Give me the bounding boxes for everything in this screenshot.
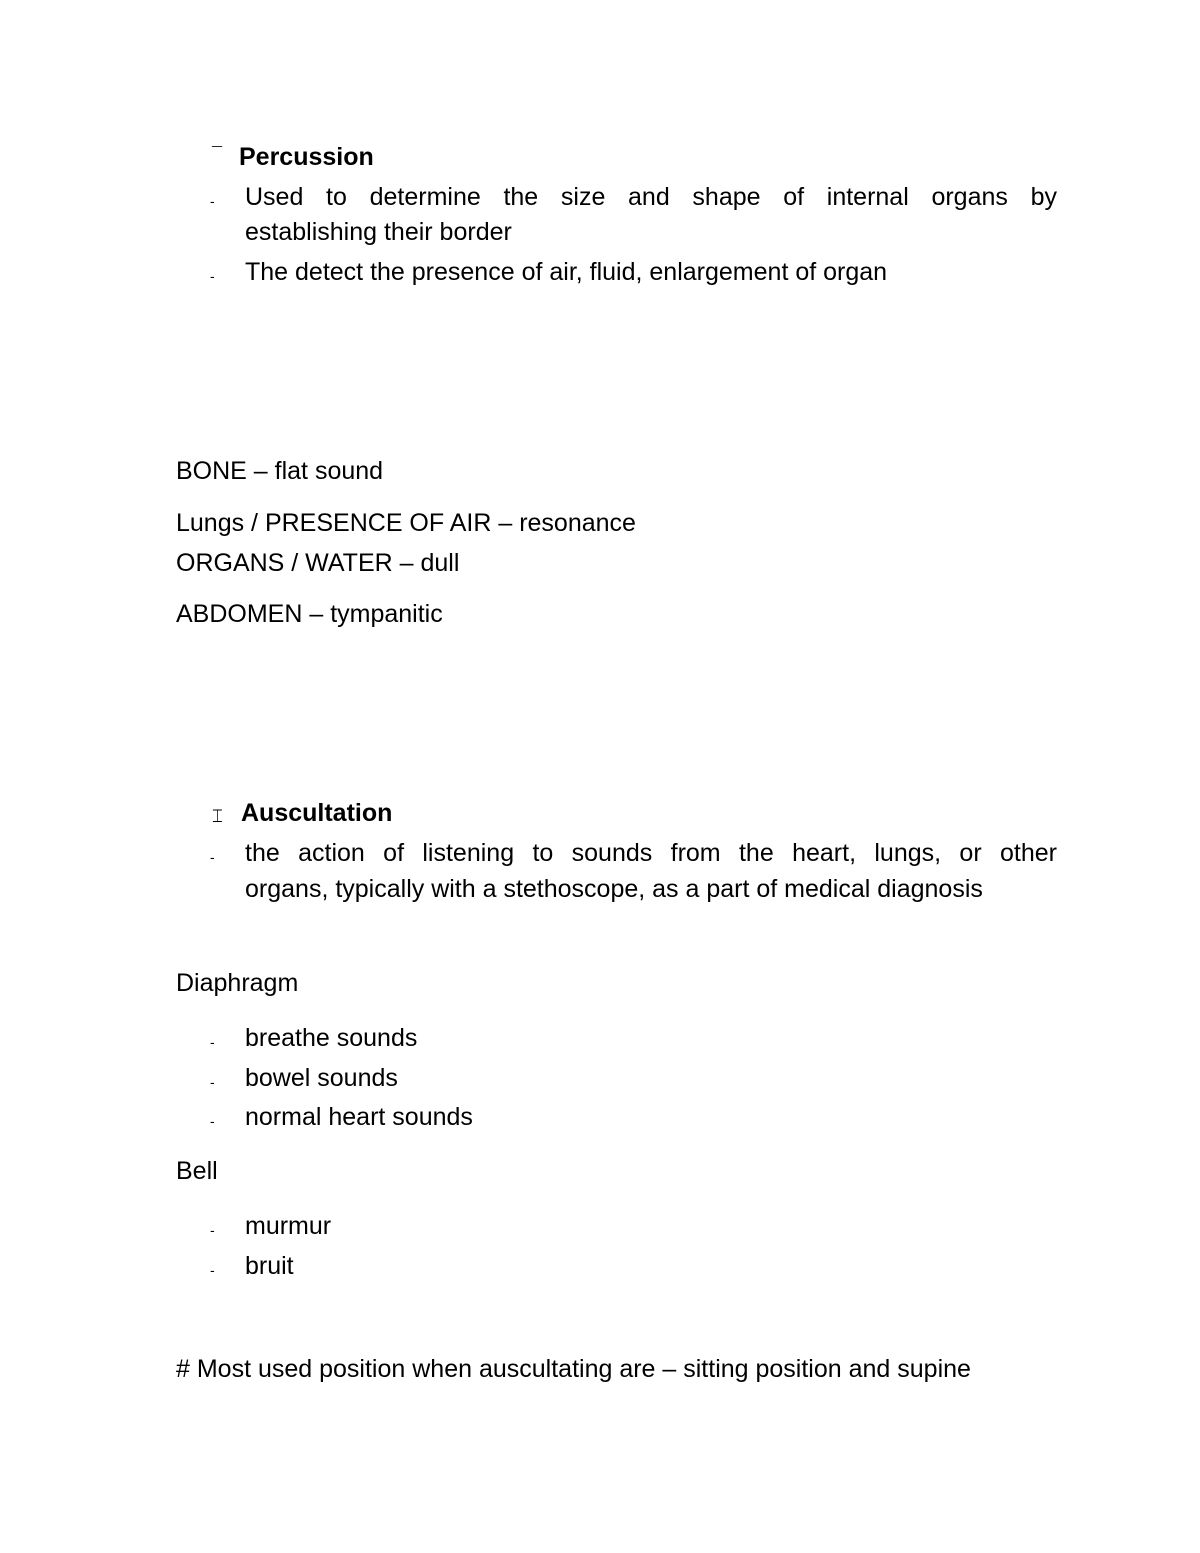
- auscultation-bullet-1-line-2: organs, typically with a stethoscope, as a part of medical diagnosis: [245, 875, 983, 903]
- bullet-dash: -: [210, 1034, 215, 1050]
- diaphragm-label: Diaphragm: [176, 969, 299, 997]
- bell-label: Bell: [176, 1157, 218, 1185]
- bullet-dash: -: [210, 193, 215, 209]
- bullet-dash: -: [210, 1262, 215, 1278]
- percussion-bullet-1-line-2: establishing their border: [245, 218, 512, 246]
- percussion-bullet-2: The detect the presence of air, fluid, enlargement of organ: [245, 258, 888, 286]
- diaphragm-item: normal heart sounds: [245, 1103, 473, 1131]
- position-note: # Most used position when auscultating are – sitting position and supine: [176, 1355, 971, 1383]
- diaphragm-item: breathe sounds: [245, 1024, 418, 1052]
- section-marker-icon: ⌶: [212, 806, 223, 826]
- bullet-dash: -: [210, 1074, 215, 1090]
- bullet-dash: -: [210, 1222, 215, 1238]
- bell-item: bruit: [245, 1252, 294, 1280]
- sound-organs: ORGANS / WATER – dull: [176, 549, 460, 577]
- percussion-bullet-1-line-1: Used to determine the size and shape of internal organs by: [245, 183, 1057, 211]
- bullet-dash: -: [210, 268, 215, 284]
- sound-bone: BONE – flat sound: [176, 457, 384, 485]
- diaphragm-item: bowel sounds: [245, 1064, 398, 1092]
- bullet-dash: -: [210, 1113, 215, 1129]
- sound-abdomen: ABDOMEN – tympanitic: [176, 600, 443, 628]
- sound-lungs: Lungs / PRESENCE OF AIR – resonance: [176, 509, 636, 537]
- auscultation-heading: Auscultation: [241, 799, 393, 827]
- percussion-heading: Percussion: [239, 143, 374, 171]
- bullet-dash: -: [210, 849, 215, 865]
- auscultation-bullet-1-line-1: the action of listening to sounds from the heart, lungs, or other: [245, 839, 1057, 867]
- section-marker-icon: ¯: [212, 144, 222, 164]
- bell-item: murmur: [245, 1212, 332, 1240]
